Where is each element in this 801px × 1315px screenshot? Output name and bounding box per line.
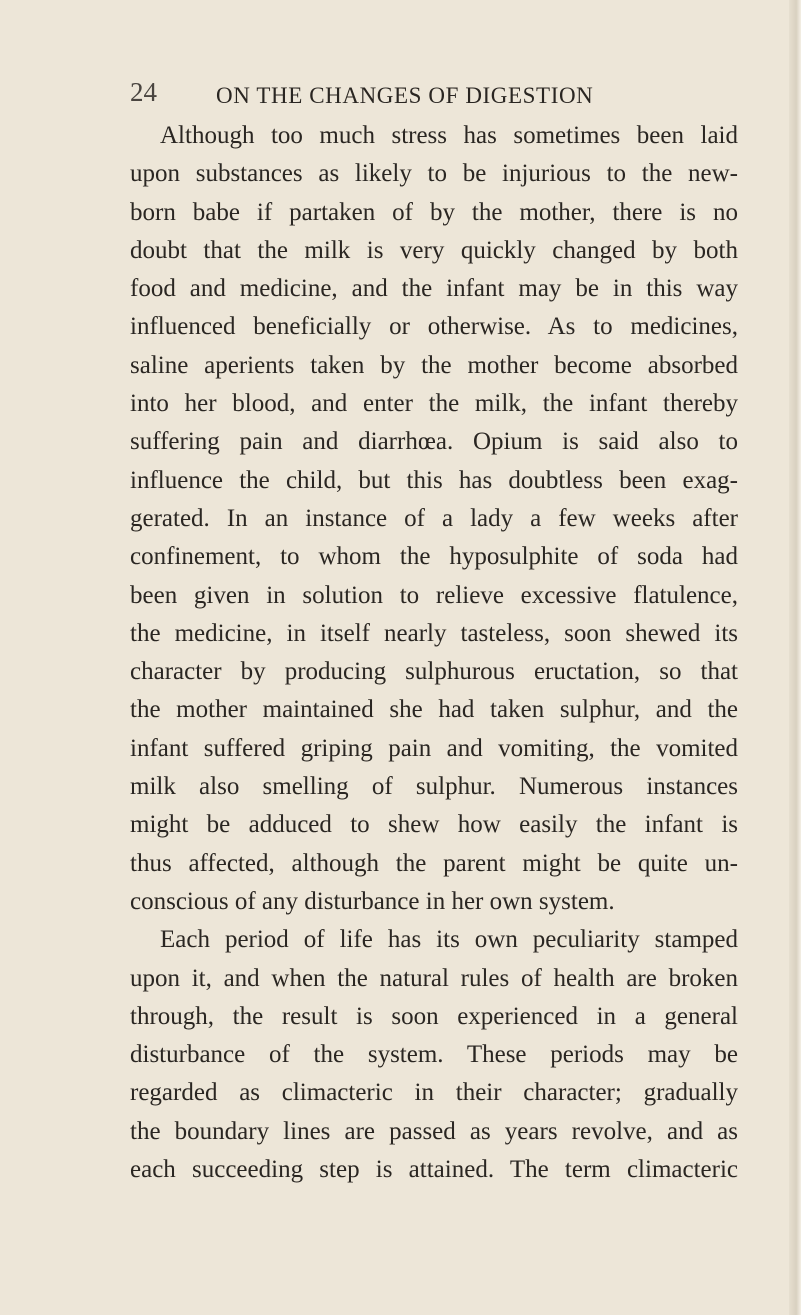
paragraph-2-line: regarded as climacteric in their character; gradually (130, 1079, 738, 1107)
paragraph-1-line: saline aperients taken by the mother become absorbed (130, 351, 738, 379)
paragraph-1-line: the medicine, in itself nearly tasteless, soon shewed its (130, 619, 738, 647)
paragraph-1-line: milk also smelling of sulphur. Numerous instances (130, 773, 738, 801)
running-title: ON THE CHANGES OF DIGESTION (216, 83, 594, 108)
paragraph-1-line: influenced beneficially or otherwise. As to medicines, (130, 313, 738, 341)
paragraph-1-line: conscious of any disturbance in her own system. (130, 887, 615, 915)
paragraph-1-line: thus affected, although the parent might be quite un- (130, 849, 738, 877)
paragraph-1-line: confinement, to whom the hyposulphite of soda had (130, 543, 738, 571)
page-edge (789, 0, 801, 1315)
body-text (130, 117, 738, 1189)
paragraph-1-line: Although too much stress has sometimes been laid (160, 122, 738, 149)
paragraph-2-line: the boundary lines are passed as years revolve, and as (130, 1117, 738, 1145)
paragraph-1-line: suffering pain and diarrhœa. Opium is said also to (130, 428, 738, 456)
paragraph-1-line: born babe if partaken of by the mother, there is no (130, 198, 738, 226)
paragraph-1-line: might be adduced to shew how easily the infant is (130, 811, 738, 839)
paragraph-1-line: influence the child, but this has doubtless been exag- (130, 466, 738, 494)
page-number: 24 (130, 77, 157, 107)
paragraph-1-line: been given in solution to relieve excessive flatulence, (130, 581, 738, 609)
paragraph-2-line: Each period of life has its own peculiarity stamped (160, 926, 738, 954)
paragraph-2-line: through, the result is soon experienced in a general (130, 1002, 738, 1030)
paragraph-1-line: infant suffered griping pain and vomiting, the vomited (130, 734, 738, 762)
paragraph-2-line: disturbance of the system. These periods may be (130, 1041, 738, 1069)
paragraph-1-line: into her blood, and enter the milk, the infant thereby (130, 390, 738, 418)
paragraph-1-line: the mother maintained she had taken sulphur, and the (130, 696, 738, 724)
paragraph-2-line: each succeeding step is attained. The term climacteric (130, 1156, 738, 1184)
paragraph-1-line: character by producing sulphurous eructation, so that (130, 658, 738, 686)
paragraph-1-line: gerated. In an instance of a lady a few weeks after (130, 504, 738, 532)
paragraph-1-line: doubt that the milk is very quickly changed by both (130, 236, 738, 264)
paragraph-1-line: upon substances as likely to be injurious to the new- (130, 160, 738, 188)
page-header (0, 72, 801, 112)
paragraph-2-line: upon it, and when the natural rules of health are broken (130, 964, 738, 992)
paragraph-1-line: food and medicine, and the infant may be in this way (130, 275, 738, 303)
